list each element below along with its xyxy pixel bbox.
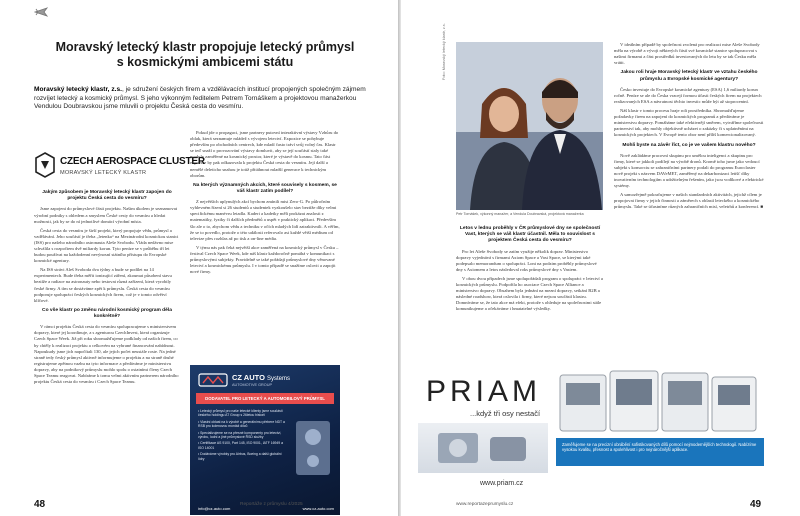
paragraph: Pro let Aleše Svobody se zatím využije několik doprav. Ministerstvo dopravy vyjednává s firmami Axiom Space a Vast Space, se kterými také podepsalo memorandum o spolupráci. Loni na podzim proběhly průmyslové dny s Axiomem a letos následoval roks průmyslové dny s Vastem. xyxy=(456,248,597,272)
website-footer[interactable]: www.reportazeprumyslu.cz xyxy=(456,502,514,507)
priam-tagline: ...když tři osy nestačí xyxy=(470,409,541,418)
priam-advertisement[interactable] xyxy=(418,365,764,495)
cz-auto-advertisement[interactable] xyxy=(190,365,340,515)
lead-bold: Moravský letecký klastr, z.s. xyxy=(34,86,122,93)
paragraph: Česko investuje do Evropské kosmické agentury (ESA) 1,6 miliardy korun ročně. Peníze se ale do Česka vracejí formou účasti českých firem na projektech realizovaných ESA a návratnost těchto investic může být až stoprocentní. xyxy=(614,86,762,104)
priam-website[interactable]: www.priam.cz xyxy=(480,480,524,487)
left-page xyxy=(0,0,398,516)
ad-bullet: • Letecký průmysl pro naše letecké klienty jsme součástí českého holdingu AT Group s 26letou historií xyxy=(198,409,283,418)
ad-website[interactable]: www.cz-auto.com xyxy=(302,506,334,511)
page-number-left: 48 xyxy=(34,499,46,510)
paragraph: Nově zakládáme pracovní skupinu pro umělou inteligenci a skupinu pro firmy, které se jakkoli podílejí na výrobě dronů. Kromě toho jsme jako vedoucí subjekt s konsorciu se zahraničními partnery podali do programu Euroclaster nově projekt s názvem DAVeMET, zaměřený na dekarbonizaci letišť díky inovativním technologiím a udržitelným řešením, jako jsou vodíkové a elektrické systémy. xyxy=(614,152,764,189)
article-title: Moravský letecký klastr propojuje letecký průmysl s kosmickými ambicemi státu xyxy=(55,40,355,69)
question: Jakou roli hraje Moravský letecký klastr ve vztahu českého průmyslu a Evropské kosmické agentury? xyxy=(620,70,758,82)
paragraph: Náš klastr v tomto procesu hraje roli prostředníka. Shromažďujeme požadavky firem na zapojení do kosmických programů a předáváme je ministerstvu dopravy. Pomáháme také efektivnějí směrem, vytváříme společnosti partnerství tak, aby mohly objektivně ucházet o zakázky či s uplatněními na kosmických projektech. V Evropě tento obor není příliš komercionalizovaný. xyxy=(614,108,764,138)
left-column-2 xyxy=(190,130,340,278)
page-number-right: 49 xyxy=(750,499,762,510)
cluster-logo xyxy=(34,150,205,184)
paragraph: V rámci projektu Česká cesta do vesmíru spolupracujeme s ministerstvem dopravy, které jej koordinuje, a s agenturou CzechInvest, která organizuje Czech Space Week. Již při roku shromažďujeme podklady od našich firem, co by chtěly k realizaci projektu a celkovém na vybrané financování nabídnout. Napoukudy jsme jich napočítali 130, ale jejich počet neustále roste. Na jedné straně tedy český průmysl aktivně informujeme o projektu a na straně druhé registrujeme zpětnou vazbu na tyto informace a předáváme je ministerstvu dopravy, aby na podnikový průmyslu mohlo spolu o ostatními členy Czech Space Teamu reagovat. Nabíráme k tomu velmi aktivním partnerem národního projektu Česká cesta do vesmíru i Czech Space Teamu. xyxy=(34,324,179,385)
magazine-footer: Reportáže z průmyslu 4/2025 xyxy=(240,502,303,507)
ad-bullet: • Dodáváme výrobky pro Airbus, Boeing a další globální lídry xyxy=(198,452,282,461)
ad-headline: DODAVATEL PRO LETECKÝ A AUTOMOBILOVÝ PRŮMYSL xyxy=(196,393,334,404)
photo-credit: Foto: Moravský letecký klastr, z.s. xyxy=(442,23,446,80)
question: Letos v lednu proběhly v ČR průmyslové dny se společností Vast, kterých se váš klastr účastnil. Měla to souvislost s projektem Česká cesta do vesmíru? xyxy=(459,226,601,244)
ad-brand xyxy=(232,373,290,382)
ad-bullets xyxy=(198,409,288,463)
airplane-icon xyxy=(34,6,48,18)
right-column-1 xyxy=(456,222,604,316)
paragraph: Na ISS strávi Aleš Svoboda dva týdny a bude se podílet na 14 experimentech. Bude třeba měřit ionizující záření, zkoumat působení stavu beztíže a radiace na astronauty nebo testovat různá zařízení, která vyrobily české firmy. A tím se dostáváme zpět k průmyslu. Česká cesta do vesmíru podporuje spolupráci českých kosmických firem, což je v tomto odvětví klíčové. xyxy=(34,267,172,303)
ad-brand-main: CZ AUTO xyxy=(232,373,265,382)
interview-photo xyxy=(456,42,603,210)
ad-email[interactable]: info@cz-auto.com xyxy=(198,506,231,511)
cnc-part-icon xyxy=(418,423,548,473)
priam-logo: PRIAM xyxy=(426,375,542,408)
cnc-part-image xyxy=(418,423,548,473)
logo-line1: CZECH AEROSPACE CLUSTER xyxy=(60,156,205,167)
ad-brand-sub: Systems xyxy=(267,376,291,382)
paragraph: V obou dvou případech jsme spolupořádali program o spolupráci v letectví a kosmických průmyslu. Podpořila ho asociace Czech Space Alliance a ministerstvo dopravy. Obsahem byla jednání na mezní dopravy, setkání B2B a následné roadshow, která oslovila i firmy, které nejsou součástí klastru. Domníváme se, že tato akce má efekt, protože s ohleduje na společnostmi stále komunikujeme a očekáváme i hmatatelné výsledky. xyxy=(456,275,603,312)
paragraph: Jsme zapojeni do průmyslové části projektu. Našim úkolem je seznamovat výrobní podniky s ohledem a smyslem České cesty do vesmíru a hledat možnosti, jak by se do ní jednotlivé domácí výrobní místa. xyxy=(34,206,178,224)
cz-auto-logo-icon xyxy=(198,371,228,389)
ad-bullet: • Vlastní oblast na k výrobě a generálnímu přebere NDT a RSB pro kolenovou montáž dílců xyxy=(198,419,285,429)
machined-part-icon xyxy=(292,417,334,479)
cluster-logo-icon xyxy=(34,152,56,178)
ad-brand-tag: AUTOMOTIVE GROUP xyxy=(232,383,273,387)
paragraph: V ideálním případě by společnost zvolená pro realizaci mise Aleše Svobody měla na výrobě a vývoji některých částí své kosmické stanice spolupracovat s našimi firmami a část prostředků investovaných do letu by se tak Česku měla vrátit. xyxy=(614,42,760,66)
photo-caption: Petr Tornášek, výkonný manažer, a Vendula Doubravská, projektová manažerka xyxy=(456,212,584,216)
paragraph: Z největších uplynulých akcí bychom zmínili misi Zero-G. Po půlročním vyhlevném řízení si 26 studentů a studentek vyzkoušelo stav beztíže díky velmi specifickému manévru letadla. Kaderi a kadetky měli prokázat znalosti z matematiky, fyziky či dalších předmětů a uspět v praktický aplikaci. Především šlo ale o to, abychom vědu a techniku v očích mladých lidí zatraktivnili. A věřím, že se to povedlo, protože o této události referovalo asi každé větší médium od televize přes rozhlas až po tisk a on-line média. xyxy=(190,199,340,241)
ad-bullet: • Certifikace AS 9100, Part 145, ISO 9001, IATF 16949 a ISO 14001 xyxy=(198,441,283,450)
lead-text: , je sdružení českých firem a vzdělávacích institucí propojených společným zájmem rozvíjet letecký a kosmický průmysl. S jeho výkonným ředitelem Petrem Tornáškem a projektovou manažerkou Vendulou Doubravskou jsme mluvili o projektu Česká cesta do vesmíru. xyxy=(34,86,366,111)
question: Jakým způsobem je Moravský letecký klastr zapojen do projektu Česká cesta do vesmíru? xyxy=(42,190,172,202)
paragraph: A samozřejmě pokračujeme v našich standardních aktivitách, jejichž cílem je propojovat firmy v jejich činnosti a záměrech s oblastí leteckého a kosmického průmyslu. Také se účastníme různých zahraničních misí, veletrhů a konferencí. ■ xyxy=(614,192,764,210)
question: Na kterých významných akcích, které souvisely s kosmem, se váš klastr zatím podílel? xyxy=(193,182,337,194)
question: Mohli byste na závěr říct, co je ve vašem klastru nového? xyxy=(622,142,756,148)
paragraph: Česká cesta do vesmíru je širší projekt, který propojuje vědu, průmysl a vzdělávání. Jeho součástí je třeba „letenka“ na Mezinárodní kosmickou stanici (ISS) pro našeho národního astronauta Aleše Svobodu. Vláda nedávno mise schválila s rozpočtem dvě miliardy korun. Tyto peníze se v průběhu tří let budou používat na každodenní nevýnosní státního přístupu do Evropské kosmické agentury. xyxy=(34,227,179,264)
question: Co vše klastr po změnu národní kosmický program děla konkrétně? xyxy=(42,307,172,320)
right-column-2 xyxy=(614,42,764,214)
paragraph: Pokud jde o propagaci, jsme partnery putovní interaktivní výstavy Vzhůru do oblak, která seznamuje mládež s vývojem letectví. Expozice se pohybuje především po obchodních centrech, kde mladí často tráví svůj volný čas. Klastr se teď snaží o provozování výstavy domluvit, aby se její součástí staly také moduly zaměřené na kosmický prostor, které je výstavě do kosmu. Tato část expozice by pak odkazovala k projektu Česká cesta do vesmíru. Její další a nemělé deleticho snahou je totiž přitáhnout mladší generace k technickým oborům. xyxy=(190,130,339,178)
article-lead xyxy=(34,86,370,112)
logo-line2: MORAVSKÝ LETECKÝ KLASTR xyxy=(60,170,147,176)
cnc-machines-icon xyxy=(558,369,758,435)
paragraph: V týmu nás pak čeká největší akce zaměřená na kosmický průmysl v Česku – festival Czech Space Week, kde náš klastr každoročně pomáhá v komunikaci s průmyslovými subjekty. Pravidelně se také pořádají průmyslové dny věnované letectví a kosmickému průmyslu. I v tomto případě se snažíme oslovit a zapojit nové firmy. xyxy=(190,244,339,275)
two-people-photo-icon xyxy=(456,42,603,210)
ad-bullet: • Specializujeme se na přesné komponenty pro letectví, výrobu, lodní a jiné průmyslové ŘSD služby xyxy=(198,430,282,440)
left-column-1 xyxy=(34,186,180,388)
priam-blue-banner: Zaměřujeme se na precizní obrábění sofistikovaných dílů pomocí nejmodernějších technologií. Nabízíme vysokou kvalitu, přesnost a spolehlivost i pro nejnáročnější aplikace. xyxy=(556,438,764,466)
